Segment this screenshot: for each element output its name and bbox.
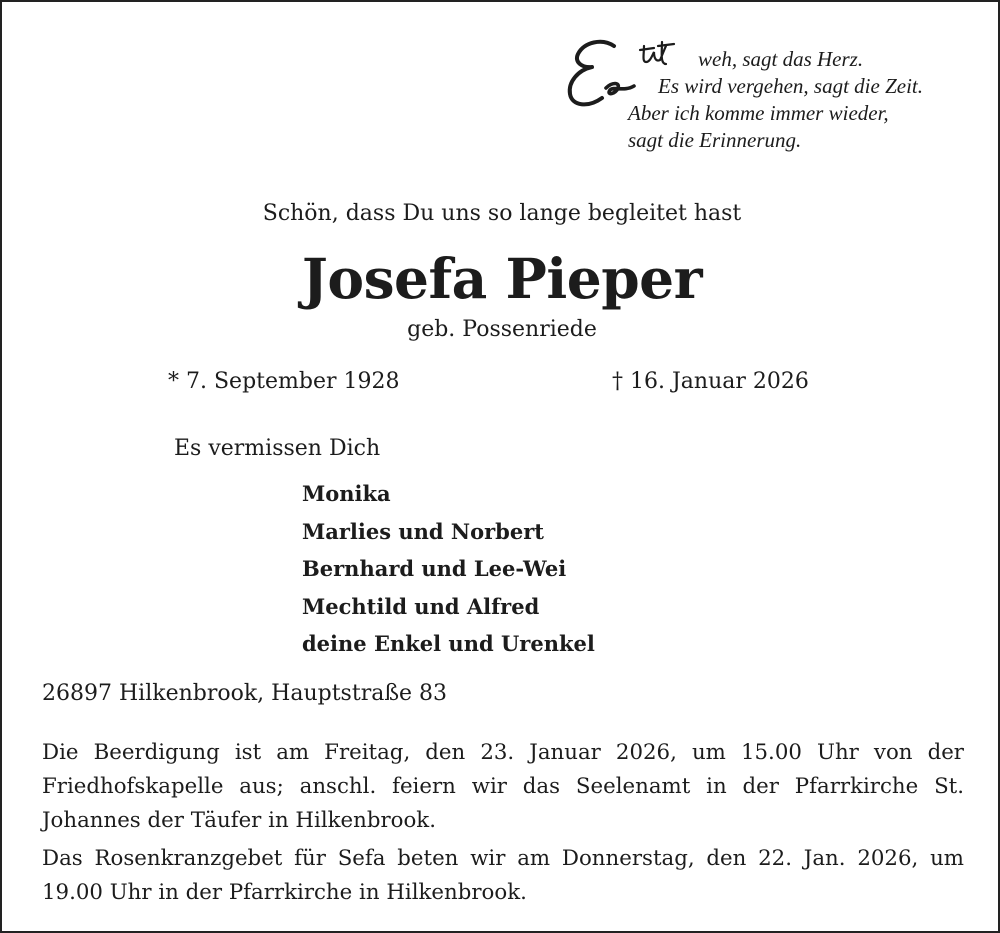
family-address: 26897 Hilkenbrook, Hauptstraße 83 — [42, 681, 448, 706]
poem-line-2: Es wird vergehen, sagt die Zeit. — [658, 74, 923, 98]
mourner-name: Marlies und Norbert — [302, 518, 544, 544]
poem-line-1: weh, sagt das Herz. — [698, 47, 864, 71]
deceased-name: Josefa Pieper — [301, 246, 703, 311]
poem-line-3: Aber ich komme immer wieder, — [628, 101, 889, 125]
es-script-e — [570, 42, 614, 105]
poem-block — [562, 32, 982, 162]
es-script-s — [606, 84, 634, 94]
rosary-notice: Das Rosenkranzgebet für Sefa beten wir am Donnerstag, den 22. Jan. 2026, um 19.00 Uhr in der Pfarrkirche in Hilkenbrook. — [42, 846, 964, 905]
mourners-list — [302, 475, 595, 663]
mourner-name: Monika — [302, 481, 391, 506]
mourner-name: Bernhard und Lee-Wei — [302, 556, 567, 581]
death-date: † 16. Januar 2026 — [612, 369, 809, 394]
missed-by-intro: Es vermissen Dich — [174, 436, 381, 461]
tut-script — [640, 42, 674, 64]
poem-line-4: sagt die Erinnerung. — [628, 128, 802, 152]
mourner-name: Mechtild und Alfred — [302, 593, 540, 619]
birth-date: * 7. September 1928 — [168, 369, 400, 394]
motto-line: Schön, dass Du uns so lange begleitet hast — [262, 201, 742, 226]
maiden-name: geb. Possenriede — [407, 317, 597, 342]
funeral-notice: Die Beerdigung ist am Freitag, den 23. Januar 2026, um 15.00 Uhr von der Friedhofskapelle aus; anschl. feiern wir das Seelenamt in der Pfarrkirche St. Johannes der Täufer in Hilkenbrook. — [42, 740, 964, 833]
mourner-name: deine Enkel und Urenkel — [302, 631, 595, 656]
